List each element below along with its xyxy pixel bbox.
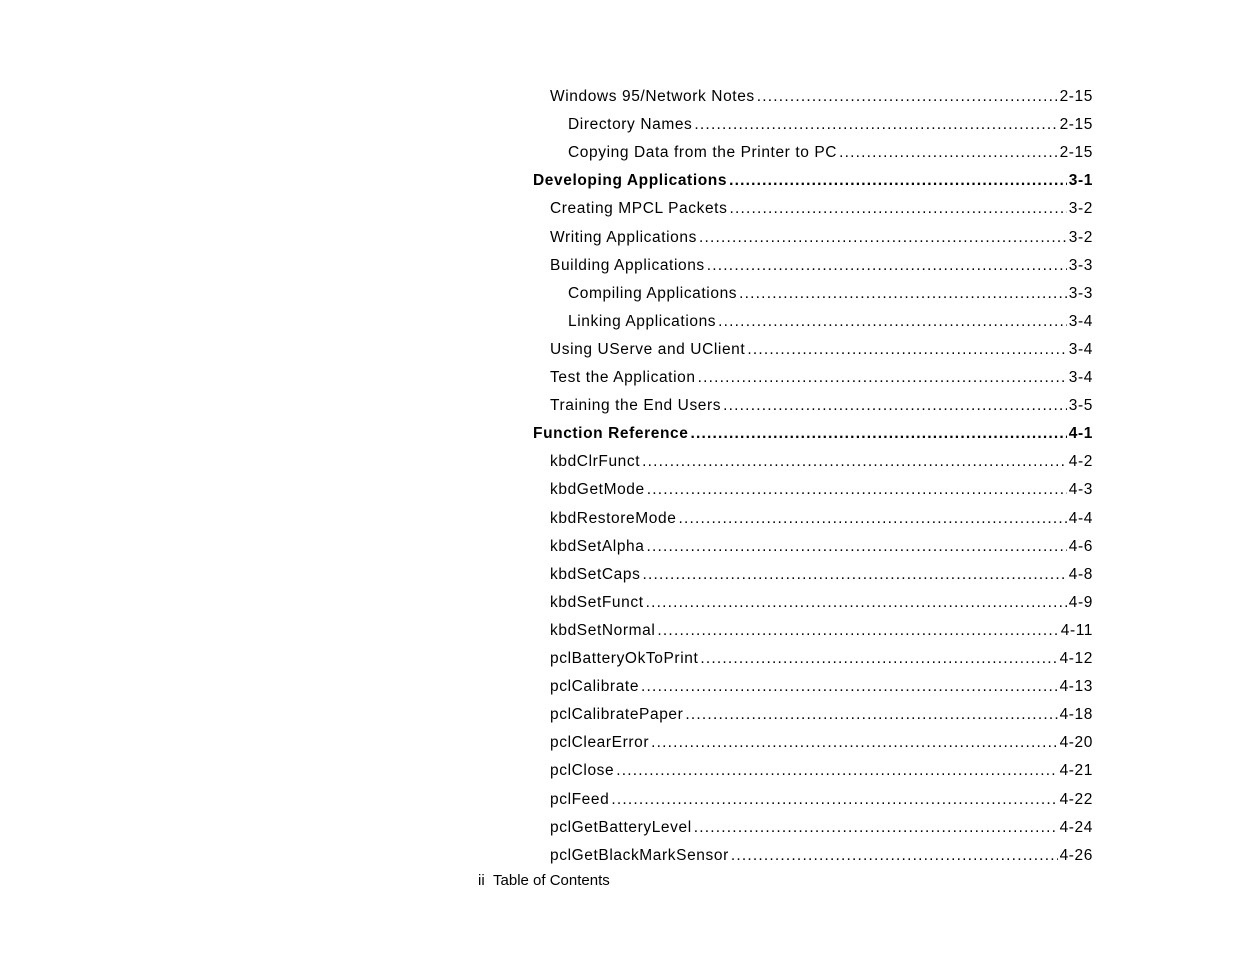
toc-entry-title: pclBatteryOkToPrint xyxy=(550,650,699,667)
toc-entry-title: Using UServe and UClient xyxy=(550,341,746,358)
toc-entry-page: 4-3 xyxy=(1068,481,1093,498)
toc-entry-page: 3-2 xyxy=(1068,229,1093,246)
toc-entry-title: kbdGetMode xyxy=(550,481,645,498)
toc-entry-page: 3-3 xyxy=(1068,285,1093,302)
toc-entry-page: 3-4 xyxy=(1068,341,1093,358)
toc-entry[interactable] xyxy=(550,505,1093,533)
toc-entry[interactable] xyxy=(568,280,1093,308)
toc-entry-title: Directory Names xyxy=(568,116,693,133)
toc-entry-page: 2-15 xyxy=(1059,88,1093,105)
toc-entry-title: Function Reference xyxy=(533,425,689,442)
toc-dot-leader xyxy=(647,476,1067,504)
toc-entry[interactable] xyxy=(550,533,1093,561)
toc-entry-page: 3-2 xyxy=(1068,200,1093,217)
toc-entry-title: kbdClrFunct xyxy=(550,453,641,470)
toc-dot-leader xyxy=(678,505,1066,533)
toc-entry-title: Compiling Applications xyxy=(568,285,738,302)
toc-entry-page: 4-4 xyxy=(1068,510,1093,527)
toc-dot-leader xyxy=(707,252,1067,280)
toc-entry-page: 4-8 xyxy=(1068,566,1093,583)
toc-dot-leader xyxy=(647,533,1067,561)
toc-entry-page: 3-4 xyxy=(1068,313,1093,330)
toc-entry-title: kbdSetAlpha xyxy=(550,538,645,555)
toc-entry[interactable] xyxy=(550,645,1093,673)
toc-entry[interactable] xyxy=(568,139,1093,167)
toc-dot-leader xyxy=(694,111,1057,139)
toc-entry[interactable] xyxy=(550,476,1093,504)
toc-entry[interactable] xyxy=(550,701,1093,729)
toc-dot-leader xyxy=(642,448,1067,476)
toc-entry-title: pclFeed xyxy=(550,791,610,808)
toc-entry-title: Developing Applications xyxy=(533,172,728,189)
toc-entry-page: 4-13 xyxy=(1059,678,1093,695)
toc-chapter-entry[interactable] xyxy=(533,167,1093,195)
toc-entry-page: 4-21 xyxy=(1059,762,1093,779)
toc-dot-leader xyxy=(747,336,1066,364)
toc-entry[interactable] xyxy=(550,364,1093,392)
toc-entry-title: Test the Application xyxy=(550,369,696,386)
toc-dot-leader xyxy=(698,364,1067,392)
toc-entry-page: 4-9 xyxy=(1068,594,1093,611)
toc-entry[interactable] xyxy=(550,561,1093,589)
toc-entry-title: pclCalibrate xyxy=(550,678,640,695)
toc-dot-leader xyxy=(757,83,1058,111)
toc-entry-page: 4-2 xyxy=(1068,453,1093,470)
toc-entry-title: pclGetBlackMarkSensor xyxy=(550,847,729,864)
toc-entry-title: Training the End Users xyxy=(550,397,722,414)
toc-dot-leader xyxy=(699,224,1067,252)
toc-entry-title: kbdSetNormal xyxy=(550,622,656,639)
toc-entry[interactable] xyxy=(550,195,1093,223)
toc-entry-page: 3-5 xyxy=(1068,397,1093,414)
toc-dot-leader xyxy=(723,392,1067,420)
toc-entry[interactable] xyxy=(550,617,1093,645)
toc-entry[interactable] xyxy=(550,757,1093,785)
toc-entry-page: 4-26 xyxy=(1059,847,1093,864)
toc-entry[interactable] xyxy=(550,842,1093,870)
toc-entry-page: 4-20 xyxy=(1059,734,1093,751)
toc-entry[interactable] xyxy=(550,673,1093,701)
toc-entry-page: 3-3 xyxy=(1068,257,1093,274)
toc-entry-title: kbdSetFunct xyxy=(550,594,644,611)
toc-entry-page: 4-18 xyxy=(1059,706,1093,723)
toc-entry-title: pclGetBatteryLevel xyxy=(550,819,692,836)
toc-entry-page: 2-15 xyxy=(1059,144,1093,161)
toc-dot-leader xyxy=(641,673,1058,701)
toc-dot-leader xyxy=(657,617,1058,645)
toc-entry[interactable] xyxy=(550,83,1093,111)
page-footer xyxy=(478,872,610,889)
toc-chapter-entry[interactable] xyxy=(533,420,1093,448)
toc-entry[interactable] xyxy=(550,786,1093,814)
toc-entry[interactable] xyxy=(550,729,1093,757)
toc-dot-leader xyxy=(616,757,1057,785)
toc-entry-page: 2-15 xyxy=(1059,116,1093,133)
toc-entry[interactable] xyxy=(550,814,1093,842)
toc-entry-title: pclCalibratePaper xyxy=(550,706,684,723)
toc-entry-page: 4-1 xyxy=(1068,425,1093,442)
toc-entry-title: pclClearError xyxy=(550,734,650,751)
toc-entry[interactable] xyxy=(550,589,1093,617)
toc-entry[interactable] xyxy=(568,308,1093,336)
toc-entry[interactable] xyxy=(550,336,1093,364)
toc-entry-page: 4-24 xyxy=(1059,819,1093,836)
toc-entry[interactable] xyxy=(568,111,1093,139)
toc-entry[interactable] xyxy=(550,392,1093,420)
toc-entry-title: kbdSetCaps xyxy=(550,566,641,583)
toc-entry-page: 4-12 xyxy=(1059,650,1093,667)
toc-entry-page: 4-6 xyxy=(1068,538,1093,555)
toc-entry-page: 3-1 xyxy=(1068,172,1093,189)
footer-page-number: ii xyxy=(478,872,485,889)
toc-entry-title: Building Applications xyxy=(550,257,705,274)
toc-dot-leader xyxy=(739,280,1067,308)
toc-dot-leader xyxy=(839,139,1057,167)
toc-dot-leader xyxy=(651,729,1057,757)
toc-entry-page: 3-4 xyxy=(1068,369,1093,386)
toc-dot-leader xyxy=(642,561,1066,589)
toc-entry-title: Windows 95/Network Notes xyxy=(550,88,755,105)
toc-entry[interactable] xyxy=(550,252,1093,280)
toc-entry-page: 4-22 xyxy=(1059,791,1093,808)
toc-entry[interactable] xyxy=(550,224,1093,252)
toc-dot-leader xyxy=(691,420,1067,448)
toc-entry[interactable] xyxy=(550,448,1093,476)
toc-entry-title: Writing Applications xyxy=(550,229,697,246)
toc-dot-leader xyxy=(685,701,1057,729)
toc-entry-title: pclClose xyxy=(550,762,615,779)
toc-dot-leader xyxy=(718,308,1067,336)
toc-entry-title: kbdRestoreMode xyxy=(550,510,677,527)
toc-entry-title: Creating MPCL Packets xyxy=(550,200,728,217)
toc-dot-leader xyxy=(694,814,1058,842)
toc-dot-leader xyxy=(700,645,1057,673)
toc-entry-title: Linking Applications xyxy=(568,313,717,330)
toc-dot-leader xyxy=(729,195,1066,223)
toc-dot-leader xyxy=(729,167,1067,195)
toc-dot-leader xyxy=(611,786,1057,814)
footer-section-title: Table of Contents xyxy=(493,872,610,889)
toc-entry-title: Copying Data from the Printer to PC xyxy=(568,144,838,161)
toc-dot-leader xyxy=(731,842,1058,870)
toc-entry-page: 4-11 xyxy=(1060,622,1093,639)
toc-dot-leader xyxy=(646,589,1067,617)
